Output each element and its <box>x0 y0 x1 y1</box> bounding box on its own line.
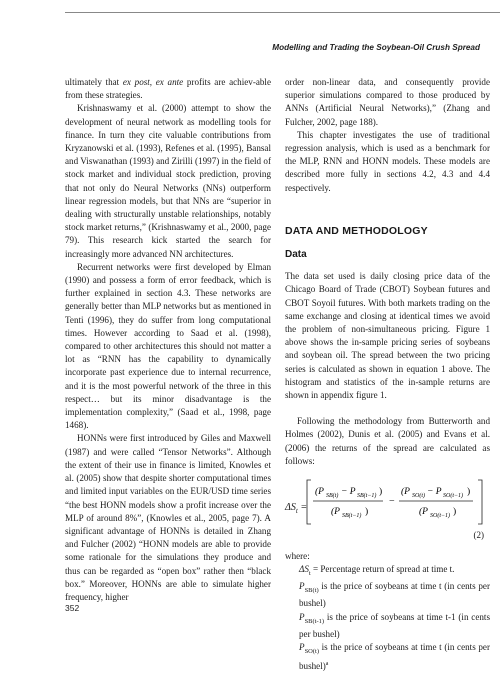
left-paragraph-4: HONNs were first introduced by Giles and Maxwell (1987) and were called “Tensor Networks”. Although the extent of their use in finance is limited, Knowles et al. (2005) show that despite shorter computational times and limited input variables on the EUR/USD time series “the best HONN models show a profit increase over the MLP of around 8%”, (Knowles et al., 2005, page 7). A significant advantage of HONNs is detailed in Zhang and Fulcher (2002) “HONN models are able to provide some rationale for the simulations they produce and thus can be regarded as “open box” rather then “black box.” Moreover, HONNs are able to simulate higher frequency, higher <box>65 433 271 602</box>
definition-item: $P_{SO(t)}$ is the price of soybeans at time t (in cents per bushel)$^a$ <box>299 641 490 671</box>
equation-number: (2) <box>473 530 484 541</box>
left-column <box>65 76 271 604</box>
right-column <box>285 76 490 673</box>
svg-text:SO(t): SO(t) <box>412 493 425 500</box>
page-number: 352 <box>65 603 80 613</box>
left-paragraph-3: Recurrent networks were first developed by Elman (1990) and possess a form of error feedback, which is further explained in section 4.3. These networks are generally better than MLP networks but as mentioned in Tenti (1996), they do suffer from long computational times. However according to Saad et al. (1998), compared to other architectures this should not matter a lot as “RNN has the capability to dynamically incorporate past experience due to internal recurrence, and it is the most powerful network of the three in this respect… but its minor disadvantage is the implementation complexity,” (Saad et al., 1998, page 1468). <box>65 261 271 431</box>
left-paragraph-1: ultimately that ex post, ex ante profits are achiev-able from these strategies. <box>65 77 271 101</box>
svg-text:SB(t): SB(t) <box>326 493 339 500</box>
svg-text:SO(t−1): SO(t−1) <box>430 513 451 520</box>
svg-text:−: − <box>389 496 395 508</box>
equation-body <box>303 474 488 534</box>
svg-text:− P: − P <box>427 487 442 498</box>
svg-text:): ) <box>467 487 471 498</box>
svg-text:(P: (P <box>401 487 410 498</box>
running-head: Modelling and Trading the Soybean-Oil Crush Spread <box>272 43 480 52</box>
svg-text:SB(t−1): SB(t−1) <box>357 493 377 500</box>
section-heading: DATA AND METHODOLOGY <box>285 224 428 237</box>
svg-text:(P: (P <box>331 507 340 518</box>
definition-item: $P_{SB(t-1)}$ is the price of soybeans at time t-1 (in cents per bushel) <box>299 611 490 639</box>
svg-text:): ) <box>453 507 457 518</box>
definition-item: $\Delta S_t$ = Percentage return of spread at time t. <box>299 564 455 578</box>
header-rule <box>65 12 500 13</box>
svg-text:(P: (P <box>419 507 428 518</box>
svg-text:): ) <box>365 507 369 518</box>
where-label: where: <box>285 551 310 562</box>
svg-text:SO(t−1): SO(t−1) <box>443 493 464 500</box>
definition-item: $P_{SB(t)}$ is the price of soybeans at time t (in cents per bushel) <box>299 581 490 609</box>
right-paragraph-1: order non-linear data, and consequently provide superior simulations compared to those produced by ANNs (Artificial Neural Networks),” (Zhang and Fulcher, 2002, page 188). <box>285 77 490 127</box>
right-paragraph-2: This chapter investigates the use of traditional regression analysis, which is used as a benchmark for the MLP, RNN and HONN models. These models are described more fully in sections 4.2, 4.3 and 4.4 respectively. <box>285 129 490 193</box>
data-paragraph: The data set used is daily closing price data of the Chicago Board of Trade (CBOT) Soybean futures and CBOT Soyoil futures. With both markets trading on the same exchange and closing at identical times we avoid the problem of non-simultaneous pricing. Figure 1 above shows the in-sample pricing series of soybeans and soybean oil. The spread between the two pricing series is calculated as shown in equation 1 above. The histogram and statistics of the in-sample returns are shown in appendix figure 1. <box>285 271 490 401</box>
svg-text:− P: − P <box>341 487 356 498</box>
svg-text:(P: (P <box>315 487 324 498</box>
svg-text:): ) <box>379 487 383 498</box>
left-paragraph-2: Krishnaswamy et al. (2000) attempt to show the development of neural network as modelling tools for finance. In turn they cite valuable contributions from Kryzanowski et al. (1993), Refenes et al. (1995), Bansal and Viswanathan (1993) and Zirilli (1997) in the field of stock market and individual stock prediction, proving that not only do Neural Networks (NNs) outperform linear regression models, but that NNs are “superior in dealing with structurally unstable relationships, notably stock market returns,” (Krishnaswamy et al., 2000, page 79). This research kick started the search for increasingly more advanced NN architectures. <box>65 103 271 259</box>
definitions-list <box>299 563 490 673</box>
equation-2 <box>285 474 490 544</box>
equation-lhs: $\Delta S_t$ = <box>285 502 308 516</box>
methodology-paragraph: Following the methodology from Butterworth and Holmes (2002), Dunis et al. (2005) and Evans et al. (2006) the returns of the spread are calculated as follows: <box>285 416 490 466</box>
svg-text:SB(t−1): SB(t−1) <box>342 513 362 520</box>
subsection-heading: Data <box>285 249 307 261</box>
